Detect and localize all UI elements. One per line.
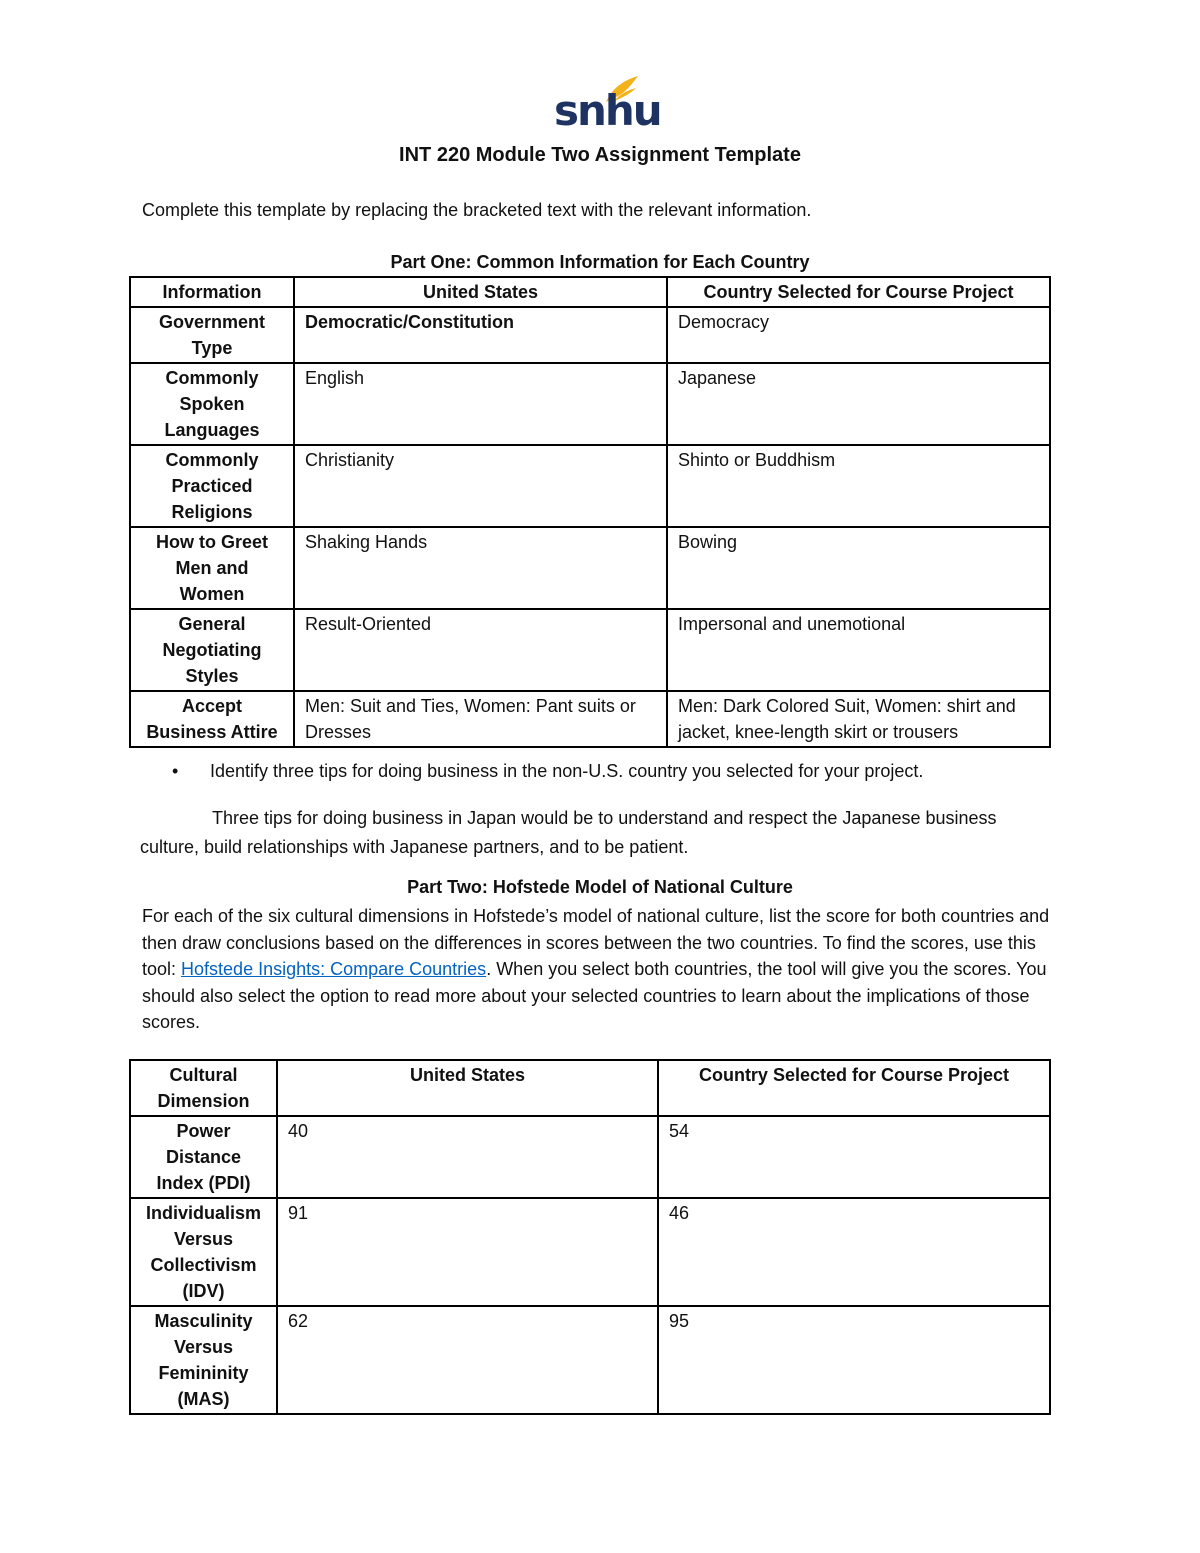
selected-country-cell: Democracy [667, 307, 1050, 363]
part-two-intro [142, 903, 1062, 1036]
us-cell: Men: Suit and Ties, Women: Pant suits or Dresses [294, 691, 667, 747]
us-cell: Christianity [294, 445, 667, 527]
row-label: Commonly Practiced Religions [130, 445, 294, 527]
table-row [130, 527, 1050, 609]
table-row [130, 1198, 1050, 1306]
table-row [130, 307, 1050, 363]
column-header: United States [277, 1060, 658, 1116]
column-header: Information [130, 277, 294, 307]
intro-text: . When you select both countries, the tool will give you the scores. You should also select the option to read more about your selected countries to learn about the implications of those scores. [142, 959, 1047, 1032]
selected-score-cell: 46 [658, 1198, 1050, 1306]
column-header: Cultural Dimension [130, 1060, 277, 1116]
row-label: Accept Business Attire [130, 691, 294, 747]
row-label: Masculinity Versus Femininity (MAS) [130, 1306, 277, 1414]
column-header: United States [294, 277, 667, 307]
row-label: Individualism Versus Collectivism (IDV) [130, 1198, 277, 1306]
table-row [130, 1306, 1050, 1414]
us-cell: Democratic/Constitution [294, 307, 667, 363]
row-label: General Negotiating Styles [130, 609, 294, 691]
selected-score-cell: 95 [658, 1306, 1050, 1414]
part-two-table [129, 1059, 1051, 1415]
column-header: Country Selected for Course Project [667, 277, 1050, 307]
table-row [130, 1116, 1050, 1198]
selected-country-cell: Impersonal and unemotional [667, 609, 1050, 691]
selected-country-cell: Shinto or Buddhism [667, 445, 1050, 527]
page-title: INT 220 Module Two Assignment Template [399, 144, 801, 166]
row-label: Power Distance Index (PDI) [130, 1116, 277, 1198]
table-row [130, 609, 1050, 691]
hofstede-link[interactable]: Hofstede Insights: Compare Countries [181, 959, 487, 979]
answer-paragraph: Three tips for doing business in Japan would be to understand and respect the Japanese business culture, build relationships with Japanese partners, and to be patient. [140, 808, 997, 857]
selected-score-cell: 54 [658, 1116, 1050, 1198]
selected-country-cell: Japanese [667, 363, 1050, 445]
table-row [130, 363, 1050, 445]
part-one-table [129, 276, 1051, 748]
logo-text: snhu [554, 86, 661, 135]
bullet-text: Identify three tips for doing business in the non-U.S. country you selected for your project. [210, 761, 924, 781]
intro-text: For each of the six cultural dimensions in Hofstede’s model of national culture, list the score for both countries and then draw conclusions based on the differences in scores between the two countries. To find the scores, use this tool: [142, 906, 1050, 979]
table-header-row [130, 1060, 1050, 1116]
us-cell: English [294, 363, 667, 445]
row-label: Government Type [130, 307, 294, 363]
selected-country-cell: Men: Dark Colored Suit, Women: shirt and jacket, knee-length skirt or trousers [667, 691, 1050, 747]
us-score-cell: 91 [277, 1198, 658, 1306]
us-score-cell: 40 [277, 1116, 658, 1198]
us-score-cell: 62 [277, 1306, 658, 1414]
part-one-heading: Part One: Common Information for Each Country [390, 252, 810, 272]
table-row [130, 691, 1050, 747]
selected-country-cell: Bowing [667, 527, 1050, 609]
bullet-icon: • [172, 761, 179, 781]
part-two-heading: Part Two: Hofstede Model of National Culture [407, 877, 793, 897]
table-row [130, 445, 1050, 527]
us-cell: Result-Oriented [294, 609, 667, 691]
row-label: How to Greet Men and Women [130, 527, 294, 609]
snhu-logo [554, 74, 661, 135]
row-label: Commonly Spoken Languages [130, 363, 294, 445]
table-header-row [130, 277, 1050, 307]
instructions-text: Complete this template by replacing the bracketed text with the relevant information. [142, 200, 812, 220]
column-header: Country Selected for Course Project [658, 1060, 1050, 1116]
us-cell: Shaking Hands [294, 527, 667, 609]
